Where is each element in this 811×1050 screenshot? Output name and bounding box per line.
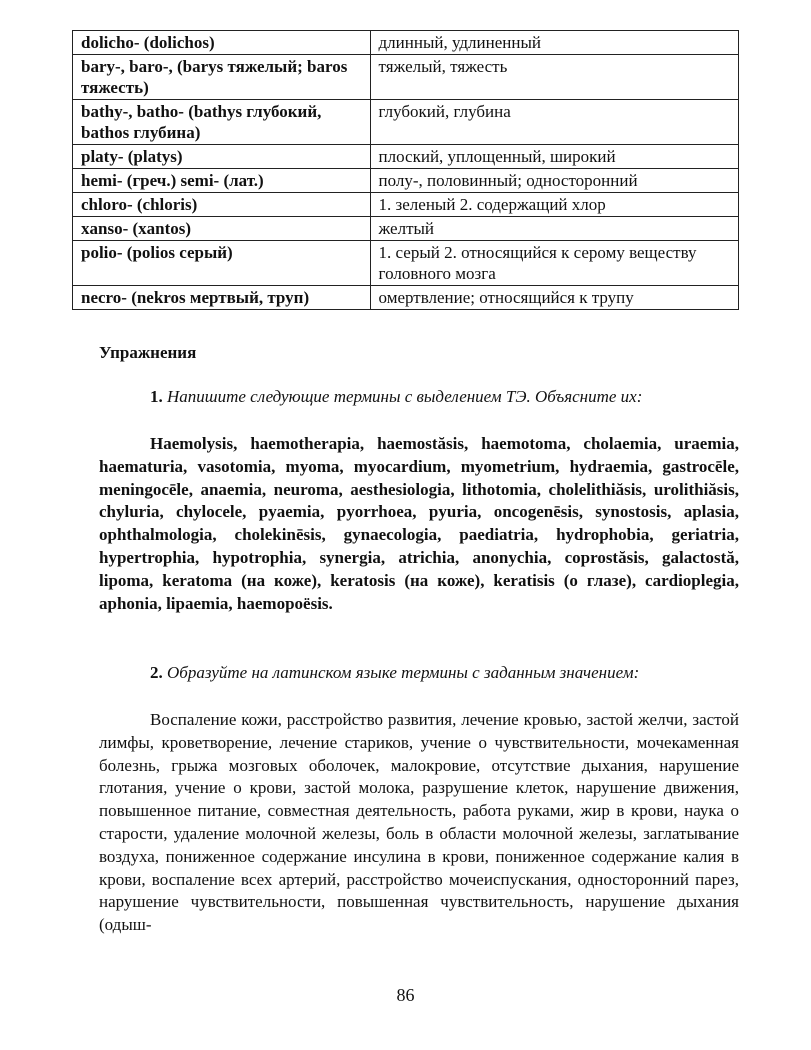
table-row (73, 145, 739, 169)
term-cell: bathy-, batho- (bathys глубокий, bathos глубина) (73, 100, 371, 145)
table-row (73, 241, 739, 286)
meaning-cell: желтый (370, 217, 738, 241)
exercise-1-terms: Haemolysis, haemotherapia, haemostăsis, haemotoma, cholaemia, uraemia, haematuria, vasotomia, myoma, myocardium, myometrium, hydraemia, gastrocēle, meningocēle, anaemia, neuroma, aesthesiologia, lithotomia, cholelithiăsis, urolithiăsis, chyluria, chylocele, pyaemia, pyorrhoea, pyuria, oncogenēsis, synostosis, aplasia, ophthalmologia, cholekinēsis, gynaecologia, paediatria, hydrophobia, geriatria, hypertrophia, hypotrophia, synergia, atrichia, anonychia, coprostăsis, galactostă, lipoma, keratoma (на коже), keratosis (на коже), keratisis (о глазе), cardioplegia, aphonia, lipaemia, haemopoësis. (99, 434, 739, 613)
table-row (73, 217, 739, 241)
table-row (73, 31, 739, 55)
term-cell: necro- (nekros мертвый, труп) (73, 286, 371, 310)
page-number: 86 (396, 985, 415, 1005)
term-cell: hemi- (греч.) semi- (лат.) (73, 169, 371, 193)
meaning-cell: глубокий, глубина (370, 100, 738, 145)
term-cell: polio- (polios серый) (73, 241, 371, 286)
term-cell: xanso- (xantos) (73, 217, 371, 241)
section-heading: Упражнения (99, 343, 197, 362)
meaning-cell: полу-, половинный; односторонний (370, 169, 738, 193)
meaning-cell: длинный, удлиненный (370, 31, 738, 55)
meaning-cell: плоский, уплощенный, широкий (370, 145, 738, 169)
table-row (73, 100, 739, 145)
term-cell: platy- (platys) (73, 145, 371, 169)
term-cell: chloro- (chloris) (73, 193, 371, 217)
term-cell: dolicho- (dolichos) (73, 31, 371, 55)
meaning-cell: 1. серый 2. относящийся к серому веществу головного мозга (370, 241, 738, 286)
table-row (73, 55, 739, 100)
exercise-1-number: 1. (150, 387, 163, 406)
meaning-cell: 1. зеленый 2. содержащий хлор (370, 193, 738, 217)
term-table (72, 30, 739, 310)
exercise-2-instruction-text: Образуйте на латинском языке термины с заданным значением: (167, 663, 640, 682)
exercise-1-instruction-text: Напишите следующие термины с выделением ТЭ. Объясните их: (167, 387, 643, 406)
table-row (73, 193, 739, 217)
term-cell: bary-, baro-, (barys тяжелый; baros тяжесть) (73, 55, 371, 100)
exercise-2-instruction (99, 662, 739, 685)
exercise-1-instruction (99, 386, 739, 409)
table-row (73, 286, 739, 310)
table-row (73, 169, 739, 193)
exercise-2-text: Воспаление кожи, расстройство развития, лечение кровью, застой желчи, застой лимфы, кроветворение, лечение стариков, учение о чувствительности, мочекаменная болезнь, грыжа мозговых оболочек, малокровие, отсутствие дыхания, нарушение глотания, учение о крови, застой молока, разрушение клеток, нарушение движения, повышенное питание, совместная деятельность, работа руками, жир в крови, наука о старости, удаление молочной железы, боль в области молочной железы, заглатывание воздуха, пониженное содержание инсулина в крови, пониженное содержание калия в крови, воспаление всех артерий, расстройство мочеиспускания, односторонний парез, нарушение чувствительности, повышенная чувствительность, нарушение дыхания (одыш- (99, 710, 739, 935)
exercise-2-number: 2. (150, 663, 163, 682)
meaning-cell: тяжелый, тяжесть (370, 55, 738, 100)
meaning-cell: омертвление; относящийся к трупу (370, 286, 738, 310)
